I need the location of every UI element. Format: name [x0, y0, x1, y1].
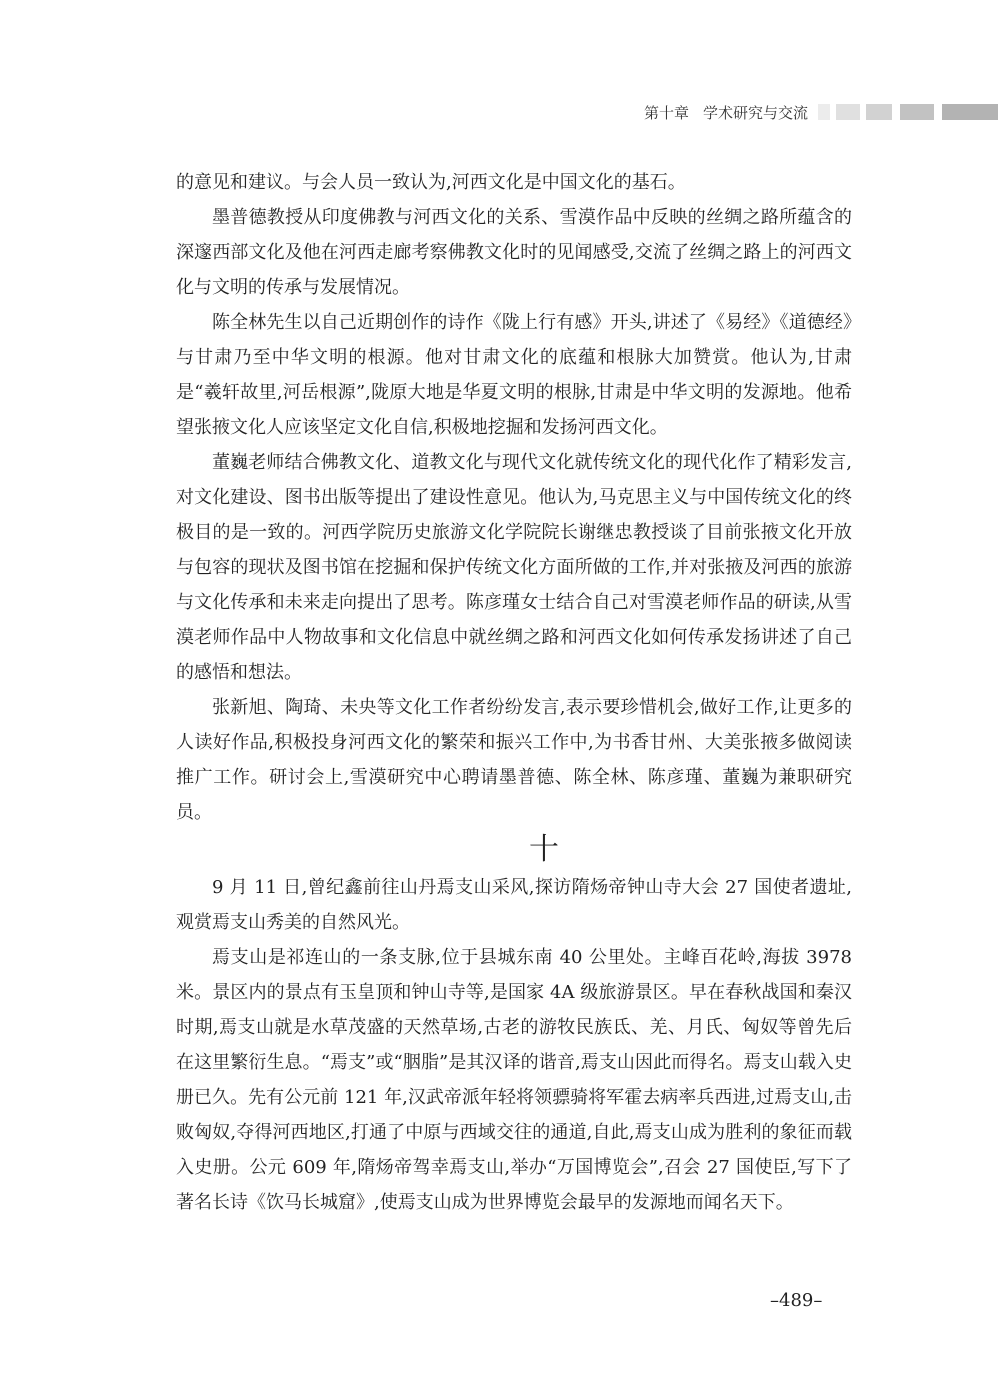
chapter-number: 第十章: [643, 104, 689, 122]
paragraph: 9 月 11 日,曾纪鑫前往山丹焉支山采风,探访隋炀帝钟山寺大会 27 国使者遗址,观赏焉支山秀美的自然风光。: [176, 877, 852, 933]
paragraph: 张新旭、陶琦、未央等文化工作者纷纷发言,表示要珍惜机会,做好工作,让更多的人读好作品,积极投身河西文化的繁荣和振兴工作中,为书香甘州、大美张掖多做阅读推广工作。研讨会上,雪漠研究中心聘请墨普德、陈全林、陈彦瑾、董巍为兼职研究员。: [176, 697, 852, 823]
page-number: –489–: [770, 1290, 823, 1311]
paragraph: 的意见和建议。与会人员一致认为,河西文化是中国文化的基石。: [176, 172, 686, 193]
header-bar: [818, 104, 830, 120]
paragraph: 墨普德教授从印度佛教与河西文化的关系、雪漠作品中反映的丝绸之路所蕴含的深邃西部文化及他在河西走廊考察佛教文化时的见闻感受,交流了丝绸之路上的河西文化与文明的传承与发展情况。: [176, 207, 852, 298]
running-header: [0, 100, 1000, 124]
paragraph: 陈全林先生以自己近期创作的诗作《陇上行有感》开头,讲述了《易经》《道德经》与甘肃乃至中华文明的根源。他对甘肃文化的底蕴和根脉大加赞赏。他认为,甘肃是“羲轩故里,河岳根源”,陇原大地是华夏文明的根脉,甘肃是中华文明的发源地。他希望张掖文化人应该坚定文化自信,积极地挖掘和发扬河西文化。: [176, 312, 852, 438]
header-bar: [866, 104, 892, 120]
section-heading: 十: [529, 832, 559, 867]
chapter-label: [644, 102, 808, 123]
page-body: [176, 165, 852, 1220]
paragraph: 董巍老师结合佛教文化、道教文化与现代文化就传统文化的现代化作了精彩发言,对文化建设、图书出版等提出了建设性意见。他认为,马克思主义与中国传统文化的终极目的是一致的。河西学院历史旅游文化学院院长谢继忠教授谈了目前张掖文化开放与包容的现状及图书馆在挖掘和保护传统文化方面所做的工作,并对张掖及河西的旅游与文化传承和未来走向提出了思考。陈彦瑾女士结合自己对雪漠老师作品的研读,从雪漠老师作品中人物故事和文化信息中就丝绸之路和河西文化如何传承发扬讲述了自己的感悟和想法。: [176, 452, 852, 683]
header-bar: [900, 104, 934, 120]
chapter-title: 学术研究与交流: [702, 104, 808, 122]
paragraph: 焉支山是祁连山的一条支脉,位于县城东南 40 公里处。主峰百花岭,海拔 3978 米。景区内的景点有玉皇顶和钟山寺等,是国家 4A 级旅游景区。早在春秋战国和秦汉时期,焉支山就是水草茂盛的天然草场,古老的游牧民族氐、羌、月氏、匈奴等曾先后在这里繁衍生息。“焉支”或“胭脂”是其汉译的谐音,焉支山因此而得名。焉支山载入史册已久。先有公元前 121 年,汉武帝派年轻将领骠骑将军霍去病率兵西进,过焉支山,击败匈奴,夺得河西地区,打通了中原与西域交往的通道,自此,焉支山成为胜利的象征而载入史册。公元 609 年,隋炀帝驾幸焉支山,举办“万国博览会”,召会 27 国使臣,写下了著名长诗《饮马长城窟》,使焉支山成为世界博览会最早的发源地而闻名天下。: [176, 947, 852, 1213]
header-bar: [836, 104, 860, 120]
header-bar: [942, 104, 998, 120]
